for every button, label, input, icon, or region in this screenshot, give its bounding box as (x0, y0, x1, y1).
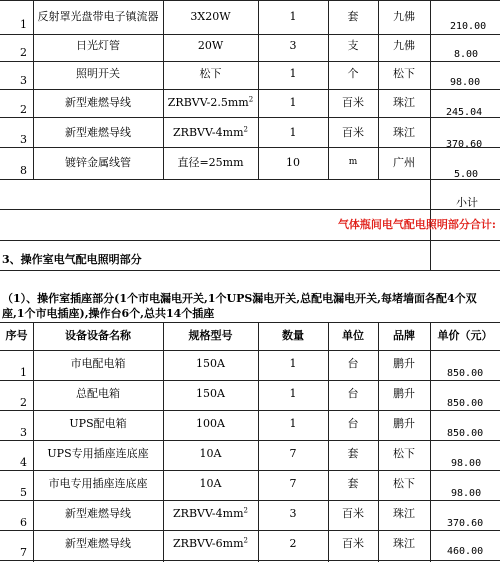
grid-line (0, 117, 500, 118)
grid-line (0, 240, 500, 241)
item-unit: 百米 (342, 507, 364, 520)
grid-line (0, 34, 500, 35)
item-name: 新型难燃导线 (65, 96, 131, 109)
item-brand: 九佛 (393, 10, 415, 23)
item-qty: 2 (289, 537, 297, 550)
item-price: 98.00 (450, 77, 481, 88)
item-unit: 台 (347, 387, 359, 400)
subsection-description: 座,1个市电插座),操作台6个,总共14个插座 (2, 307, 215, 320)
grid-line (0, 89, 500, 90)
column-header: 设备设备名称 (65, 329, 131, 342)
item-unit: 套 (347, 10, 359, 23)
grid-line (0, 179, 500, 180)
grid-line (0, 500, 500, 501)
item-unit: 套 (347, 447, 359, 460)
item-brand: 九佛 (393, 39, 415, 52)
grid-line (0, 209, 500, 210)
spec-text: ZRBVV-2.5mm (167, 96, 249, 109)
row-index: 3 (20, 133, 27, 146)
spec-text: ZRBVV-4mm (173, 507, 244, 520)
item-name: 镀锌金属线管 (65, 156, 131, 169)
row-index: 3 (20, 74, 27, 87)
grid-line (0, 530, 500, 531)
item-qty: 1 (289, 96, 297, 109)
spec-superscript: 2 (243, 506, 248, 515)
item-unit: 台 (347, 357, 359, 370)
row-index: 2 (20, 46, 27, 59)
row-index: 4 (20, 456, 27, 469)
grid-line (0, 350, 500, 351)
column-header: 单价（元） (437, 329, 493, 342)
item-unit: 百米 (342, 126, 364, 139)
row-index: 2 (20, 396, 27, 409)
column-header: 规格型号 (188, 329, 233, 342)
item-name: 新型难燃导线 (65, 126, 131, 139)
item-price: 98.00 (451, 488, 482, 499)
item-spec: 20W (197, 39, 224, 52)
grid-line (328, 0, 329, 179)
item-spec: 100A (196, 417, 225, 430)
item-qty: 3 (289, 507, 297, 520)
grid-line (430, 322, 431, 562)
item-name: 日光灯管 (76, 39, 120, 52)
grid-line (163, 0, 164, 179)
item-brand: 松下 (393, 67, 415, 80)
item-price: 370.60 (446, 139, 483, 150)
item-brand: 松下 (393, 477, 415, 490)
item-brand: 鹏升 (393, 387, 415, 400)
item-brand: 鹏升 (393, 357, 415, 370)
item-name: UPS专用插座连底座 (47, 447, 149, 460)
item-unit: m (348, 157, 358, 167)
grid-line (0, 440, 500, 441)
item-spec: 150A (196, 387, 225, 400)
row-index: 8 (20, 164, 27, 177)
item-name: 市电专用插座连底座 (48, 477, 148, 490)
section-total-label: 气体瓶间电气配电照明部分合计: (337, 218, 496, 231)
column-header: 数量 (282, 329, 304, 342)
item-spec: 10A (199, 477, 222, 490)
row-index: 3 (20, 426, 27, 439)
item-unit: 支 (347, 39, 359, 52)
item-qty: 10 (286, 156, 300, 169)
grid-line (0, 380, 500, 381)
spec-superscript: 2 (243, 125, 248, 134)
row-index: 2 (20, 103, 27, 116)
item-brand: 珠江 (393, 507, 415, 520)
spec-superscript: 2 (248, 95, 254, 104)
item-price: 210.00 (450, 21, 487, 32)
item-qty: 3 (289, 39, 297, 52)
item-unit: 台 (347, 417, 359, 430)
row-index: 1 (20, 366, 27, 379)
item-brand: 珠江 (393, 126, 415, 139)
item-price: 98.00 (451, 458, 482, 469)
row-index: 5 (20, 486, 27, 499)
item-spec (163, 537, 258, 550)
item-brand: 珠江 (393, 96, 415, 109)
item-name: 市电配电箱 (70, 357, 126, 370)
item-unit: 个 (347, 67, 359, 80)
spec-superscript: 2 (243, 536, 248, 545)
item-name: UPS配电箱 (69, 417, 127, 430)
item-price: 850.00 (447, 428, 484, 439)
subsection-description: （1）、操作室插座部分(1个市电漏电开关,1个UPS漏电开关,总配电漏电开关,每堵墙面各配4个双 (2, 292, 477, 305)
grid-line (258, 0, 259, 179)
column-header: 序号 (5, 329, 28, 342)
item-spec: 直径=25mm (177, 156, 244, 169)
grid-line (0, 410, 500, 411)
grid-line (0, 322, 500, 323)
item-unit: 百米 (342, 96, 364, 109)
item-name: 总配电箱 (76, 387, 120, 400)
item-name: 反射罩光盘带电子镇流器 (37, 10, 159, 23)
subtotal-label: 小计 (456, 196, 478, 209)
item-qty: 7 (289, 447, 297, 460)
row-index: 6 (20, 516, 27, 529)
section-title: 3、操作室电气配电照明部分 (2, 253, 142, 266)
item-spec (163, 96, 258, 109)
grid-line (0, 470, 500, 471)
item-spec: 10A (199, 447, 222, 460)
grid-line (430, 0, 431, 179)
item-qty: 1 (289, 357, 297, 370)
spec-text: ZRBVV-4mm (173, 126, 244, 139)
item-name: 新型难燃导线 (65, 507, 131, 520)
item-qty: 1 (289, 417, 297, 430)
item-price: 5.00 (454, 169, 479, 180)
item-spec: 松下 (199, 67, 222, 80)
column-header: 单位 (342, 329, 364, 342)
item-qty: 7 (289, 477, 297, 490)
item-qty: 1 (289, 67, 297, 80)
grid-line (0, 61, 500, 62)
item-brand: 松下 (393, 447, 415, 460)
item-name: 照明开关 (76, 67, 120, 80)
item-price: 460.00 (447, 546, 484, 557)
spec-text: ZRBVV-6mm (173, 537, 244, 550)
item-qty: 1 (289, 387, 297, 400)
row-index: 1 (20, 18, 27, 31)
item-brand: 鹏升 (393, 417, 415, 430)
grid-line (0, 560, 500, 561)
item-spec (163, 507, 258, 520)
grid-line (33, 0, 34, 179)
item-spec (163, 126, 258, 139)
item-qty: 1 (289, 126, 297, 139)
item-unit: 套 (347, 477, 359, 490)
grid-line (0, 147, 500, 148)
item-spec: 3X20W (190, 10, 231, 23)
item-brand: 珠江 (393, 537, 415, 550)
grid-line (378, 0, 379, 179)
column-header: 品牌 (393, 329, 415, 342)
item-price: 850.00 (447, 398, 484, 409)
item-unit: 百米 (342, 537, 364, 550)
row-index: 7 (20, 546, 27, 559)
item-qty: 1 (289, 10, 297, 23)
grid-line (0, 0, 500, 1)
item-price: 850.00 (447, 368, 484, 379)
item-price: 245.04 (446, 107, 483, 118)
item-price: 8.00 (454, 49, 479, 60)
item-price: 370.60 (447, 518, 484, 529)
item-spec: 150A (196, 357, 225, 370)
grid-line (0, 270, 500, 271)
item-name: 新型难燃导线 (65, 537, 131, 550)
item-brand: 广州 (393, 156, 415, 169)
